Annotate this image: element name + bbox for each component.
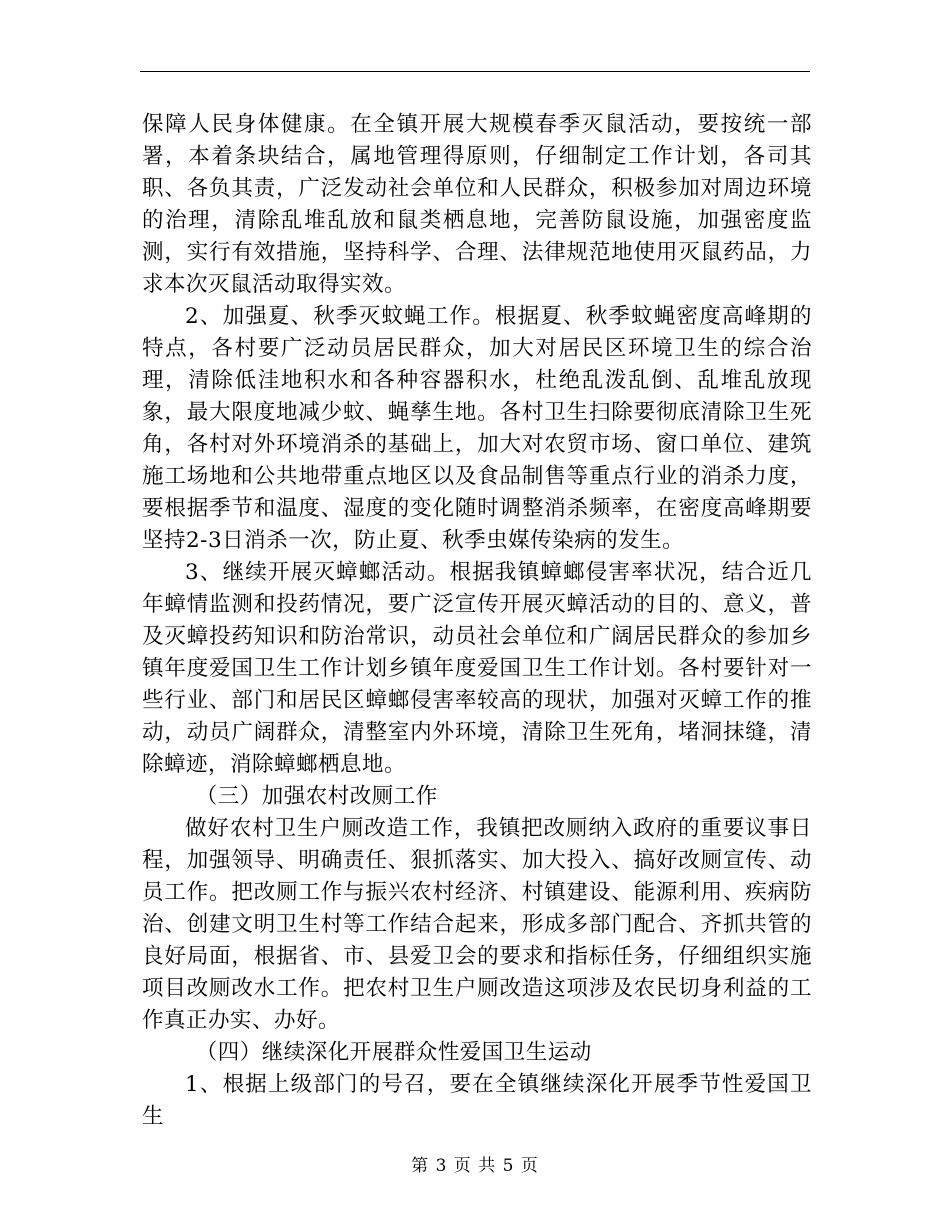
paragraph-3: 3、继续开展灭蟑螂活动。根据我镇蟑螂侵害率状况，结合近几年蟑情监测和投药情况，要广泛宣传开展灭蟑活动的目的、意义，普及灭蟑投药知识和防治常识，动员社会单位和广阔居民群众的参加乡镇年度爱国卫生工作计划乡镇年度爱国卫生工作计划。各村要针对一些行业、部门和居民区蟑螂侵害率较高的现状，加强对灭蟑工作的推动，动员广阔群众，清整室内外环境，清除卫生死角，堵洞抹缝，清除蟑迹，消除蟑螂栖息地。 bbox=[142, 560, 812, 777]
header-rule bbox=[140, 71, 810, 72]
paragraph-1: 保障人民身体健康。在全镇开展大规模春季灭鼠活动，要按统一部署，本着条块结合，属地管理得原则，仔细制定工作计划，各司其职、各负其责，广泛发动社会单位和人民群众，积极参加对周边环境的治理，清除乱堆乱放和鼠类栖息地，完善防鼠设施，加强密度监测，实行有效措施，坚持科学、合理、法律规范地使用灭鼠药品，力求本次灭鼠活动取得实效。 bbox=[142, 112, 812, 297]
section-heading-4: （四）继续深化开展群众性爱国卫生运动 bbox=[195, 1040, 592, 1065]
section-heading-3: （三）加强农村改厕工作 bbox=[195, 784, 438, 809]
paragraph-5: 1、根据上级部门的号召，要在全镇继续深化开展季节性爱国卫生 bbox=[142, 1072, 812, 1129]
paragraph-4: 做好农村卫生户厕改造工作，我镇把改厕纳入政府的重要议事日程，加强领导、明确责任、狠抓落实、加大投入、搞好改厕宣传、动员工作。把改厕工作与振兴农村经济、村镇建设、能源利用、疾病防治、创建文明卫生村等工作结合起来，形成多部门配合、齐抓共管的良好局面，根据省、市、县爱卫会的要求和指标任务，仔细组织实施项目改厕改水工作。把农村卫生户厕改造这项涉及农民切身利益的工作真正办实、办好。 bbox=[142, 816, 812, 1033]
page-footer: 第 3 页 共 5 页 bbox=[411, 1156, 539, 1176]
paragraph-2: 2、加强夏、秋季灭蚊蝇工作。根据夏、秋季蚊蝇密度高峰期的特点，各村要广泛动员居民群众，加大对居民区环境卫生的综合治理，清除低洼地积水和各种容器积水，杜绝乱泼乱倒、乱堆乱放现象，最大限度地减少蚊、蝇孳生地。各村卫生扫除要彻底清除卫生死角，各村对外环境消杀的基础上，加大对农贸市场、窗口单位、建筑施工场地和公共地带重点地区以及食品制售等重点行业的消杀力度，要根据季节和温度、湿度的变化随时调整消杀频率，在密度高峰期要坚持2-3日消杀一次，防止夏、秋季虫媒传染病的发生。 bbox=[142, 304, 812, 553]
document-body bbox=[142, 109, 812, 1133]
